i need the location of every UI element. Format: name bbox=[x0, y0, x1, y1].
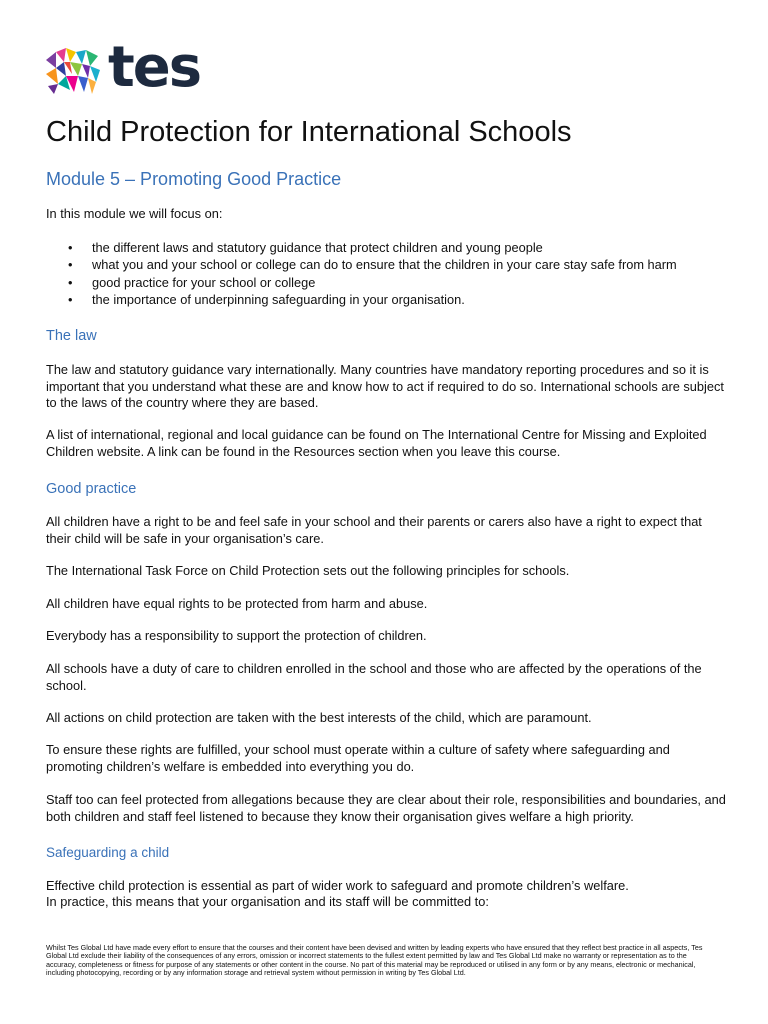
tes-logo-mark-icon bbox=[46, 44, 102, 96]
safeguarding-paragraph-line-1: Effective child protection is essential as part of wider work to safeguard and promote children’s welfare. bbox=[46, 878, 629, 893]
list-item: • the different laws and statutory guidance that protect children and young people bbox=[68, 240, 543, 255]
good-practice-paragraph-6: All actions on child protection are taken with the best interests of the child, which are paramount. bbox=[46, 710, 592, 725]
intro-lead: In this module we will focus on: bbox=[46, 206, 223, 221]
focus-list bbox=[46, 240, 726, 309]
list-item: • good practice for your school or college bbox=[68, 274, 316, 290]
law-paragraph-1: The law and statutory guidance vary internationally. Many countries have mandatory reporting procedures and so it is important that you understand what these are and know how to act if required to do so. International schools are subject to the laws of the country where they are based. bbox=[46, 362, 724, 410]
good-practice-paragraph-7: To ensure these rights are fulfilled, your school must operate within a culture of safety where safeguarding and promoting children’s welfare is embedded into everything you do. bbox=[46, 742, 670, 774]
bullet-icon: • bbox=[68, 291, 73, 307]
good-practice-paragraph-4: Everybody has a responsibility to support the protection of children. bbox=[46, 628, 427, 643]
list-item: • the importance of underpinning safeguarding in your organisation. bbox=[68, 291, 465, 307]
good-practice-paragraph-5: All schools have a duty of care to children enrolled in the school and those who are affected by the operations of the school. bbox=[46, 661, 702, 693]
good-practice-paragraph-1: All children have a right to be and feel safe in your school and their parents or carers also have a right to expect that their child will be safe in your organisation’s care. bbox=[46, 514, 702, 546]
list-item: • what you and your school or college can do to ensure that the children in your care stay safe from harm bbox=[68, 257, 677, 273]
law-paragraph-2: A list of international, regional and local guidance can be found on The International Centre for Missing and Exploited Children website. A link can be found in the Resources section when you leave this course. bbox=[46, 427, 707, 459]
tes-wordmark: tes bbox=[108, 35, 201, 100]
safeguarding-paragraph-line-2: In practice, this means that your organisation and its staff will be committed to: bbox=[46, 894, 489, 909]
document-title: Child Protection for International Schools bbox=[46, 116, 572, 148]
module-title: Module 5 – Promoting Good Practice bbox=[46, 169, 342, 189]
good-practice-paragraph-2: The International Task Force on Child Protection sets out the following principles for schools. bbox=[46, 563, 570, 578]
bullet-icon: • bbox=[68, 274, 73, 290]
footer-disclaimer: Whilst Tes Global Ltd have made every effort to ensure that the courses and their content have been devised and written by leading experts who have ensured that they reflect best practice in all aspects, Tes Global Ltd exclude their liability of the consequences of any errors, omission or incorrect statements to the fullest extent permitted by law and Tes Global Ltd make no warranty or representation as to the accuracy, completeness or fitness for purpose of any statements or other content in the course. No part of this material may be reproduced or utilised in any form or by any means, electronic or mechanical, including photocopying, recording or by any information storage and retrieval system without permission in writing by Tes Global Ltd. bbox=[46, 943, 703, 978]
law-heading: The law bbox=[46, 328, 97, 344]
good-practice-heading: Good practice bbox=[46, 481, 137, 497]
bullet-icon: • bbox=[68, 240, 73, 255]
good-practice-paragraph-8: Staff too can feel protected from allegations because they are clear about their role, responsibilities and boundaries, and both children and staff feel listened to because they know their organisation gives welfare a high priority. bbox=[46, 792, 726, 824]
good-practice-paragraph-3: All children have equal rights to be protected from harm and abuse. bbox=[46, 596, 428, 611]
tes-logo bbox=[46, 35, 201, 100]
bullet-icon: • bbox=[68, 257, 73, 273]
safeguarding-heading: Safeguarding a child bbox=[46, 845, 170, 860]
